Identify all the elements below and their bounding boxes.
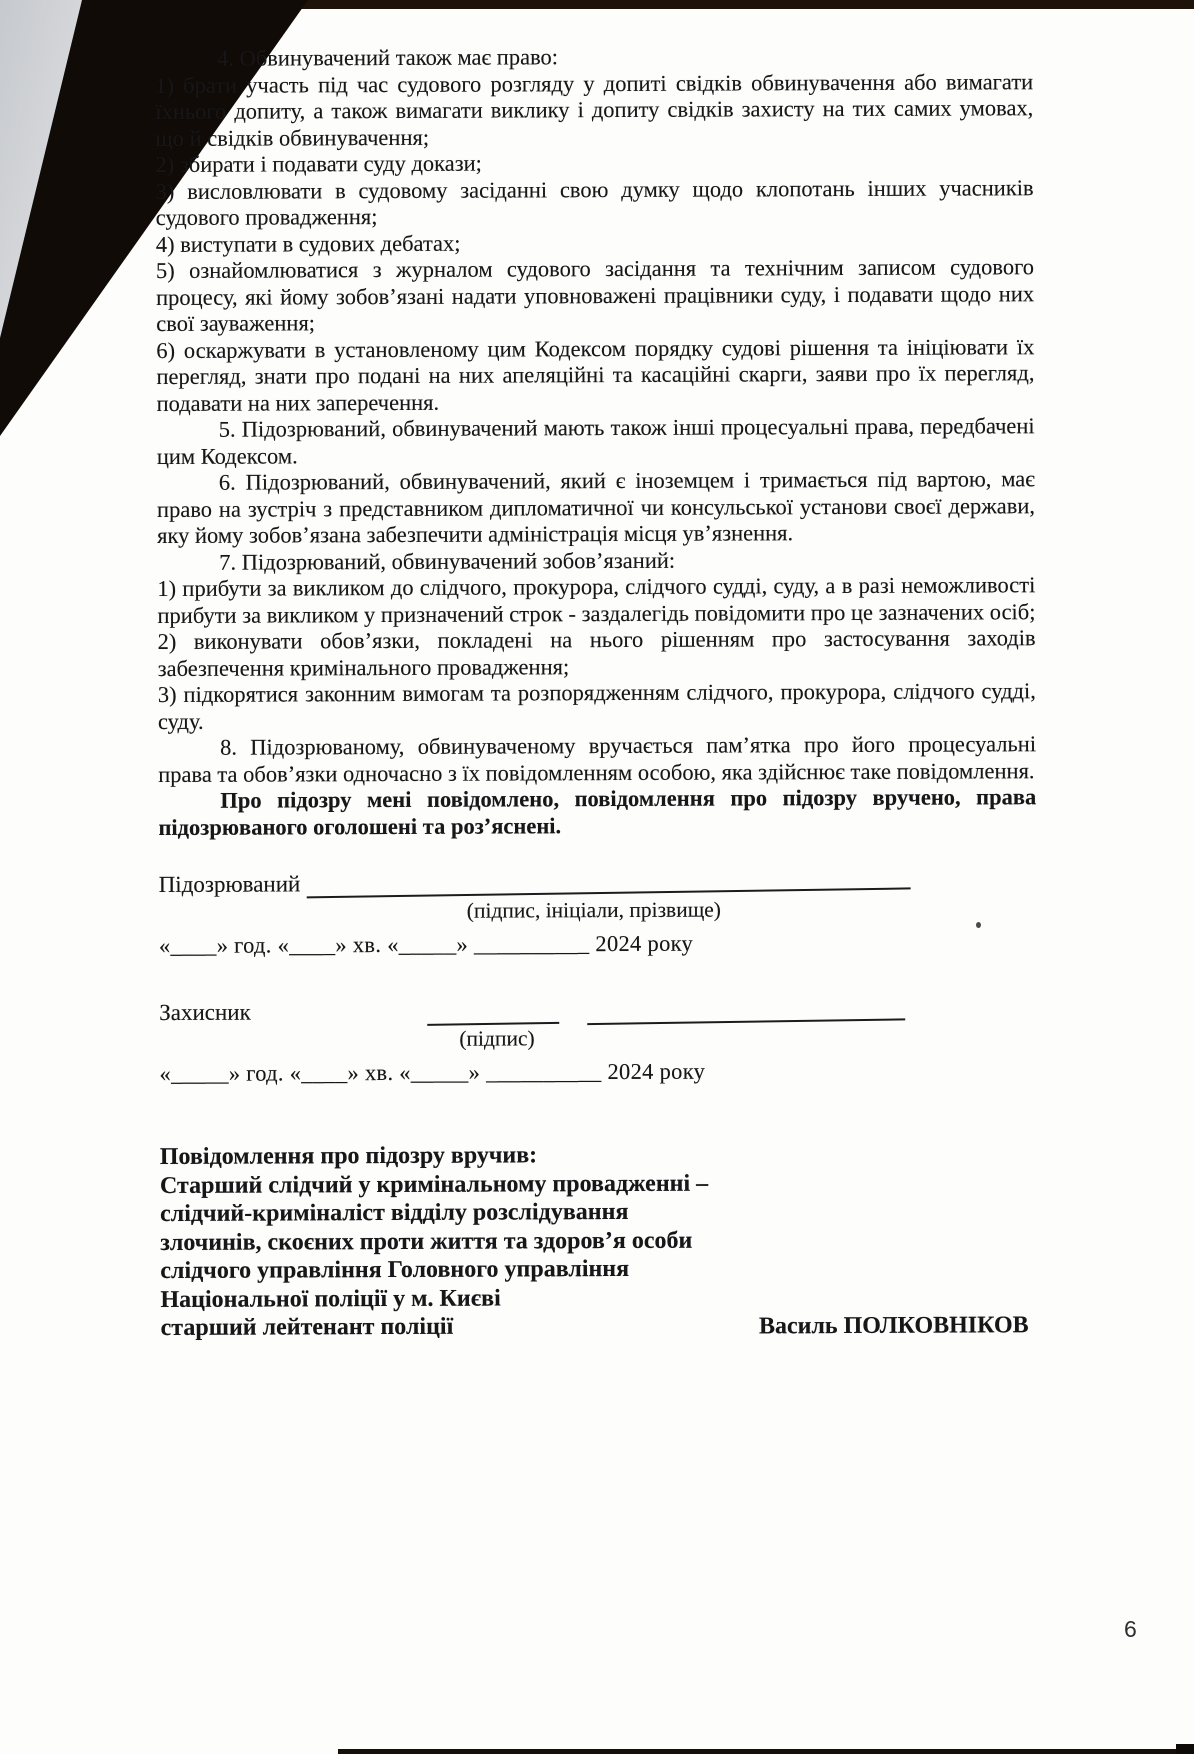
section4-heading: 4. Обвинувачений також має право: [216, 44, 559, 71]
suspect-date-line: «____» год. «____» хв. «_____» __________ 2024 року [158, 930, 694, 958]
suspect-signature-row [159, 867, 1037, 899]
issuer-line: Старший слідчий у кримінальному провадженні – [159, 1170, 709, 1199]
issuer-heading: Повідомлення про підозру вручив: [159, 1142, 538, 1170]
defender-label: Захисник [159, 999, 251, 1025]
paragraph-8: 8. Підозрюваному, обвинуваченому вручається пам’ятка про його процесуальні права та обов’язки одночасно з їх повідомленням особою, яка здійснює таке повідомлення. [158, 731, 1037, 787]
section4-item: 3) висловлювати в судовому засіданні свою думку щодо клопотань інших учасників судового провадження; [155, 174, 1034, 230]
suspect-signature-caption: (підпис, ініціали, прізвище) [466, 897, 721, 923]
section4-item: 4) виступати в судових дебатах; [155, 230, 461, 257]
suspect-label: Підозрюваний [158, 871, 301, 897]
acknowledgement-paragraph: Про підозру мені повідомлено, повідомлення про підозру вручено, права підозрюваного оголошені та роз’яснені. [158, 784, 1037, 840]
defender-signature-row [159, 995, 1037, 1027]
section7-item: 2) виконувати обов’язки, покладені на нього рішенням про застосування заходів забезпечення кримінального провадження; [157, 625, 1036, 681]
section4-item: 6) оскаржувати в установленому цим Кодексом порядку судові рішення та ініціювати їх перегляд, знати про подані на них апеляційні та касаційні скарги, заяви про їх перегляд, подавати на них заперечення. [156, 333, 1035, 416]
suspect-signature-block [159, 867, 1037, 959]
issuer-line: слідчий-криміналіст відділу розслідування [160, 1198, 629, 1227]
issuer-last-row [161, 1310, 1029, 1342]
suspect-signature-line [306, 863, 910, 898]
document-content [155, 42, 1039, 1342]
section7-heading: 7. Підозрюваний, обвинувачений зобов’язаний: [219, 547, 676, 575]
scan-edge-bottom [338, 1749, 1194, 1754]
defender-signature-line-short [426, 998, 558, 1026]
paragraph-6: 6. Підозрюваний, обвинувачений, який є іноземцем і тримається під вартою, має право на зустріч з представником дипломатичної чи консульської установи своєї держави, яку йому зобов’язана забезпечити адміністрація місця ув’язнення. [156, 466, 1036, 548]
scan-noise-dot [976, 922, 981, 928]
issuer-block [160, 1139, 1039, 1342]
page-number: 6 [1124, 1616, 1137, 1642]
section4-item: 2) збирати і подавати суду докази; [155, 150, 482, 177]
issuer-line: злочинів, скоєних проти життя та здоров’я особи [160, 1227, 693, 1256]
paragraph-5: 5. Підозрюваний, обвинувачений мають також інші процесуальні права, передбачені цим Кодексом. [156, 413, 1035, 469]
section7-item: 3) підкорятися законним вимогам та розпорядженням слідчого, прокурора, слідчого судді, суду. [157, 678, 1036, 734]
section4-item: 1) брати участь під час судового розгляду у допиті свідків обвинувачення або вимагати їхнього допиту, а також вимагати виклику і допиту свідків захисту на тих самих умовах, що й свідків обвинувачення; [155, 68, 1034, 151]
section4-item: 5) ознайомлюватися з журналом судового засідання та технічним записом судового процесу, які йому зобов’язані надати уповноважені працівники суду, і подавати щодо них свої зауваження; [155, 254, 1035, 336]
defender-signature-block [159, 995, 1037, 1087]
issuer-name: Василь ПОЛКОВНІКОВ [758, 1311, 1029, 1339]
section7-item: 1) прибути за викликом до слідчого, прокурора, слідчого судді, суду, а в разі неможливості прибути за викликом у призначений строк - заздалегідь повідомити про це зазначених осіб; [157, 572, 1036, 628]
defender-signature-caption: (підпис) [459, 1026, 535, 1051]
defender-signature-line-long [586, 994, 904, 1025]
issuer-line: Національної поліції у м. Києві [160, 1285, 501, 1313]
issuer-line: слідчого управління Головного управління [160, 1255, 630, 1284]
issuer-rank: старший лейтенант поліції [160, 1313, 454, 1341]
defender-date-line: «_____» год. «____» хв. «_____» __________ 2024 року [159, 1058, 706, 1086]
scan-edge-top [228, 0, 1194, 9]
scan-edge-bottom-corner [1176, 1744, 1194, 1754]
